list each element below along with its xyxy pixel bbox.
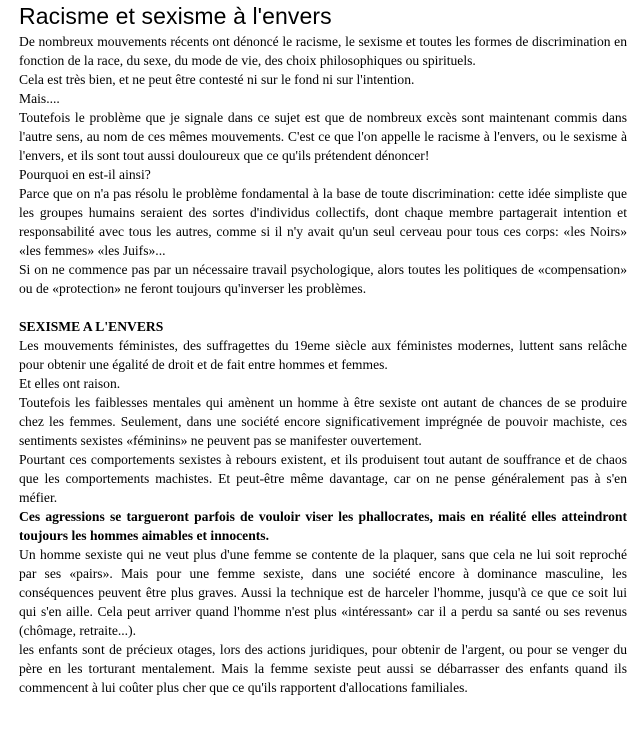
bold-statement: Ces agressions se targueront parfois de vouloir viser les phallocrates, mais en réalité elles atteindront toujours les hommes aimables et innocents. xyxy=(19,509,627,543)
section-paragraph: Toutefois les faiblesses mentales qui amènent un homme à être sexiste ont autant de chances de se produire chez les femmes. Seulement, dans une société encore significativement imprégnée de pouvoir machiste, ces sentiments sexistes «féminins» ne peuvent pas se manifester ouvertement. xyxy=(19,395,627,448)
section-paragraph: Pourtant ces comportements sexistes à rebours existent, et ils produisent tout autant de souffrance et de chaos que les comportements machistes. Et peut-être même davantage, car on ne pense généralement pas à s'en méfier. xyxy=(19,452,627,505)
intro-paragraph: Cela est très bien, et ne peut être contesté ni sur le fond ni sur l'intention. xyxy=(19,72,415,87)
intro-paragraph: Mais.... xyxy=(19,91,60,106)
section-paragraph: Les mouvements féministes, des suffragettes du 19eme siècle aux féministes modernes, luttent sans relâche pour obtenir une égalité de droit et de fait entre hommes et femmes. xyxy=(19,338,627,372)
intro-paragraph: Pourquoi en est-il ainsi? xyxy=(19,167,151,182)
page-title: Racisme et sexisme à l'envers xyxy=(19,3,332,29)
intro-paragraph: Si on ne commence pas par un nécessaire travail psychologique, alors toutes les politiques de «compensation» ou de «protection» ne feront toujours qu'inverser les problèmes. xyxy=(19,262,627,296)
article-body xyxy=(19,32,627,697)
section-paragraph: Et elles ont raison. xyxy=(19,376,121,391)
section-heading: SEXISME A L'ENVERS xyxy=(19,319,164,334)
intro-paragraph: De nombreux mouvements récents ont dénoncé le racisme, le sexisme et toutes les formes de discrimination en fonction de la race, du sexe, du mode de vie, des choix philosophiques ou spirituels. xyxy=(19,34,627,68)
section-spacer xyxy=(19,298,627,317)
closing-paragraph: Un homme sexiste qui ne veut plus d'une femme se contente de la plaquer, sans que cela ne lui soit reproché par ses «pairs». Mais pour une femme sexiste, dans une société encore à dominance masculine, les conséquences peuvent être plus graves. Aussi la technique est de harceler l'homme, jusqu'à ce que ce soit lui qui s'en aille. Cela peut arriver quand l'homme n'est plus «intéressant» car il a perdu sa santé ou ses revenus (chômage, retraite...). xyxy=(19,547,627,638)
intro-paragraph: Parce que on n'a pas résolu le problème fondamental à la base de toute discrimination: cette idée simpliste que les groupes humains seraient des sortes d'individus collectifs, dont chaque membre partagerait intention et responsabilité avec tous les autres, comme si il n'y avait qu'un seul cerveau pour tous ces corps: «les Noirs» «les femmes» «les Juifs»... xyxy=(19,186,627,258)
intro-paragraph: Toutefois le problème que je signale dans ce sujet est que de nombreux excès sont maintenant commis dans l'autre sens, au nom de ces mêmes mouvements. C'est ce que l'on appelle le racisme à l'envers, ou le sexisme à l'envers, et ils sont tout aussi douloureux que ce qu'ils prétendent dénoncer! xyxy=(19,110,627,163)
closing-paragraph: les enfants sont de précieux otages, lors des actions juridiques, pour obtenir de l'argent, ou pour se venger du père en les torturant mentalement. Mais la femme sexiste peut aussi se débarrasser des enfants quand ils commencent à lui coûter plus cher que ce qu'ils rapportent d'allocations familiales. xyxy=(19,642,627,695)
